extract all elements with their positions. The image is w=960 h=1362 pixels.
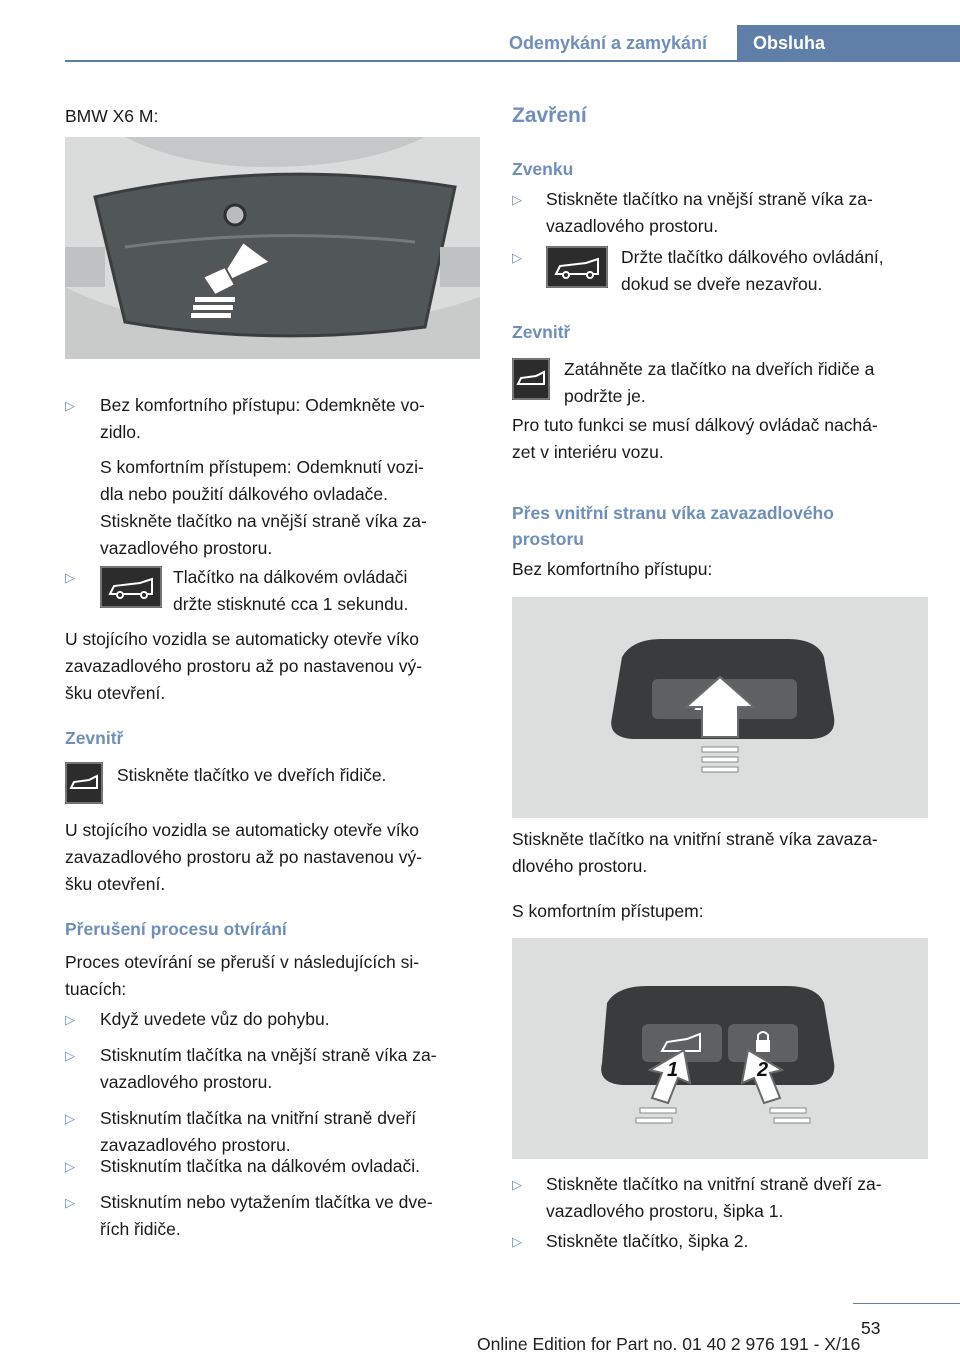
model-label: BMW X6 M: bbox=[65, 106, 159, 126]
inner-tailgate-comfort-photo bbox=[512, 938, 928, 1159]
bullet-icon: ▷ bbox=[65, 1111, 75, 1126]
footer-rule bbox=[853, 1303, 960, 1304]
section-heading: Zvenku bbox=[512, 159, 574, 179]
bullet-text: S komfortním přístupem: Odemknutí vozi- dla nebo použití dálkového ovladače. bbox=[100, 457, 424, 504]
page-number: 53 bbox=[861, 1318, 881, 1338]
arrow-label-1: 1 bbox=[667, 1059, 679, 1081]
inner-tailgate-button-photo bbox=[512, 597, 928, 818]
section-heading: Zevnitř bbox=[65, 728, 124, 748]
list-item: Stisknutím tlačítka na dálkovém ovladači. bbox=[100, 1156, 421, 1176]
paragraph: Bez komfortního přístupu: bbox=[512, 559, 713, 579]
bullet-icon: ▷ bbox=[512, 1177, 522, 1192]
header-section-tab[interactable]: Odemykání a zamykání bbox=[508, 33, 708, 53]
remote-tailgate-icon bbox=[100, 566, 162, 608]
remote-tailgate-icon bbox=[546, 246, 608, 288]
bullet-icon: ▷ bbox=[65, 1195, 75, 1210]
paragraph: U stojícího vozidla se automaticky otevře víko zavazadlového prostoru až po nastavenou vý- šku otevření. bbox=[65, 820, 423, 894]
list-item: Stiskněte tlačítko na vnitřní straně dveří za- vazadlového prostoru, šipka 1. bbox=[546, 1174, 882, 1221]
list-item: Stiskněte tlačítko, šipka 2. bbox=[546, 1231, 749, 1251]
list-item: Stisknutím tlačítka na vnitřní straně dveří zavazadlového prostoru. bbox=[100, 1108, 417, 1155]
paragraph: Pro tuto funkci se musí dálkový ovládač nachá- zet v interiéru vozu. bbox=[512, 415, 878, 462]
edition-text: Online Edition for Part no. 01 40 2 976 191 - X/16 bbox=[477, 1334, 861, 1354]
header-chapter-tab[interactable]: Obsluha bbox=[737, 25, 960, 61]
paragraph: S komfortním přístupem: bbox=[512, 901, 704, 921]
bullet-icon: ▷ bbox=[512, 250, 522, 265]
bullet-text: Tlačítko na dálkovém ovládači držte stisknuté cca 1 sekundu. bbox=[173, 567, 409, 614]
bullet-icon: ▷ bbox=[65, 1159, 75, 1174]
inside-text: Stiskněte tlačítko ve dveřích řidiče. bbox=[117, 765, 387, 785]
bullet-icon: ▷ bbox=[65, 398, 75, 413]
paragraph: Proces otevírání se přeruší v následujících si- tuacích: bbox=[65, 952, 420, 999]
bullet-text: Bez komfortního přístupu: Odemkněte vo- zidlo. bbox=[100, 395, 425, 442]
paragraph: Stiskněte tlačítko na vnitřní straně víka zavaza- dlového prostoru. bbox=[512, 829, 878, 876]
bullet-icon: ▷ bbox=[65, 1012, 75, 1027]
bullet-icon: ▷ bbox=[512, 1234, 522, 1249]
bullet-icon: ▷ bbox=[65, 570, 75, 585]
list-item: Když uvedete vůz do pohybu. bbox=[100, 1009, 330, 1029]
section-heading: Zevnitř bbox=[512, 322, 571, 342]
bullet-icon: ▷ bbox=[512, 192, 522, 207]
list-item: Držte tlačítko dálkového ovládání, dokud se dveře nezavřou. bbox=[621, 247, 884, 294]
door-button-icon bbox=[512, 358, 550, 400]
door-button-icon bbox=[65, 762, 103, 804]
section-heading: Přerušení procesu otvírání bbox=[65, 919, 287, 939]
arrow-label-2: 2 bbox=[757, 1059, 769, 1081]
section-heading: Přes vnitřní stranu víka zavazadlového prostoru bbox=[512, 503, 834, 549]
bullet-icon: ▷ bbox=[65, 1048, 75, 1063]
bullet-text: Stiskněte tlačítko na vnější straně víka za- vazadlového prostoru. bbox=[100, 511, 427, 558]
list-item: Stisknutím nebo vytažením tlačítka ve dve- řích řidiče. bbox=[100, 1192, 433, 1239]
inside-text: Zatáhněte za tlačítko na dveřích řidiče a podržte je. bbox=[564, 359, 875, 406]
close-heading: Zavření bbox=[512, 104, 587, 127]
list-item: Stisknutím tlačítka na vnější straně víka za- vazadlového prostoru. bbox=[100, 1045, 437, 1092]
paragraph: U stojícího vozidla se automaticky otevře víko zavazadlového prostoru až po nastavenou vý- šku otevření. bbox=[65, 629, 423, 703]
list-item: Stiskněte tlačítko na vnější straně víka za- vazadlového prostoru. bbox=[546, 189, 873, 236]
car-tailgate-illustration bbox=[65, 137, 480, 359]
